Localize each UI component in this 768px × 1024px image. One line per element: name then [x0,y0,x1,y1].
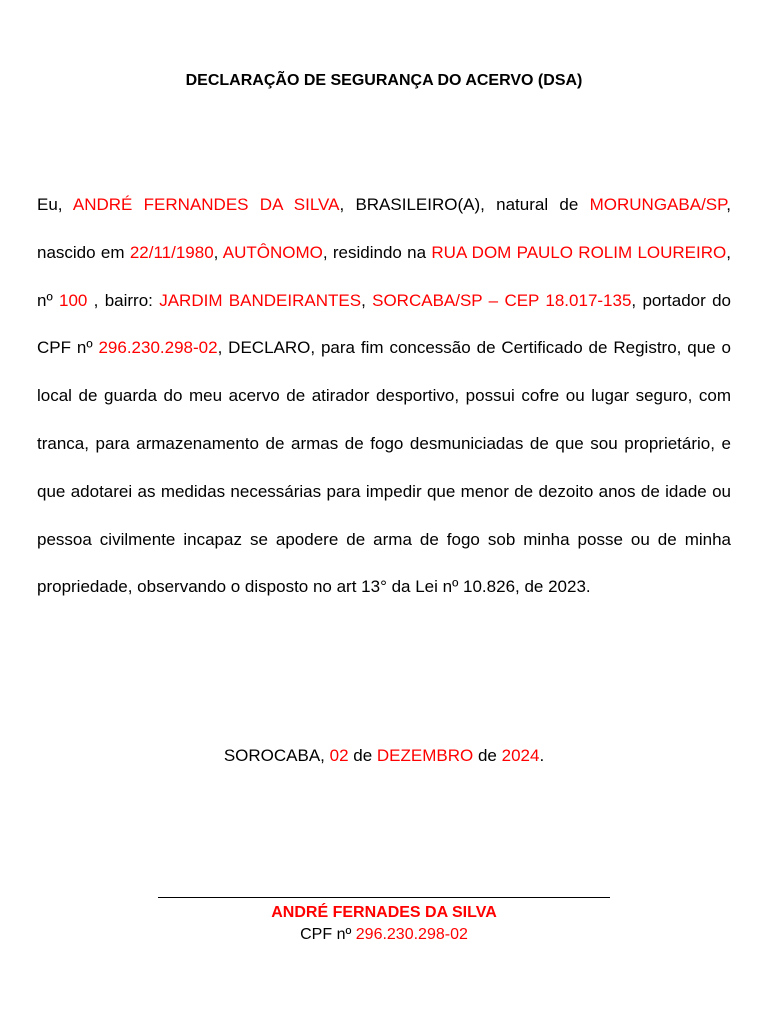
date-month: DEZEMBRO [376,746,474,765]
street-address: RUA DOM PAULO ROLIM LOUREIRO [431,242,727,262]
date-city: SOROCABA, [223,746,330,765]
signatory-name: ANDRÉ FERNADES DA SILVA [271,904,497,921]
date-day: 02 [329,746,349,765]
cpf-label: CPF nº [300,926,356,943]
text-segment: , bairro: [87,290,160,310]
cpf-number: 296.230.298-02 [98,338,218,358]
cep-separator: – [482,290,505,310]
city: SORCABA/SP [372,290,483,310]
signatory-cpf-number: 296.230.298-02 [355,926,468,943]
signatory-cpf [0,924,768,946]
house-number: 100 [58,290,88,310]
text-segment: Eu, [37,195,73,214]
district: JARDIM BANDEIRANTES [159,290,362,310]
declarant-name: ANDRÉ FERNANDES DA SILVA [72,195,340,214]
text-segment: , nº [37,242,731,310]
place-and-date [0,743,768,769]
text-segment: , [361,290,373,310]
text-segment: , nascido em [37,195,732,262]
text-segment: , residindo na [322,242,432,262]
postal-code: CEP 18.017-135 [504,290,632,310]
birthplace: MORUNGABA/SP [589,195,727,214]
text-segment: de [473,746,502,765]
text-segment: . [539,746,545,765]
birth-date: 22/11/1980 [129,242,214,262]
text-segment: , portador do CPF nº [37,290,731,358]
declaration-paragraph [37,181,731,611]
occupation: AUTÔNOMO [222,242,323,262]
document-title: DECLARAÇÃO DE SEGURANÇA DO ACERVO (DSA) [185,72,583,89]
date-year: 2024 [501,746,540,765]
text-segment: , BRASILEIRO(A), natural de [339,195,590,214]
text-segment: de [348,746,377,765]
declaration-text: , DECLARO, para fim concessão de Certificado de Registro, que o local de guarda do meu acervo de atirador desportivo, possui cofre ou lugar seguro, com tranca, para armazenamento de armas de fogo desmuniciadas de que sou proprietário, e que adotarei as medidas necessárias para impedir que menor de dezoito anos de idade ou pessoa civilmente incapaz se apodere de arma de fogo sob minha posse ou de minha propriedade, observando o disposto no art 13° da Lei nº 10.826, de 2023. [37,338,731,597]
signature-line [158,873,610,898]
text-segment: , [213,242,223,262]
signature-block [0,873,768,946]
